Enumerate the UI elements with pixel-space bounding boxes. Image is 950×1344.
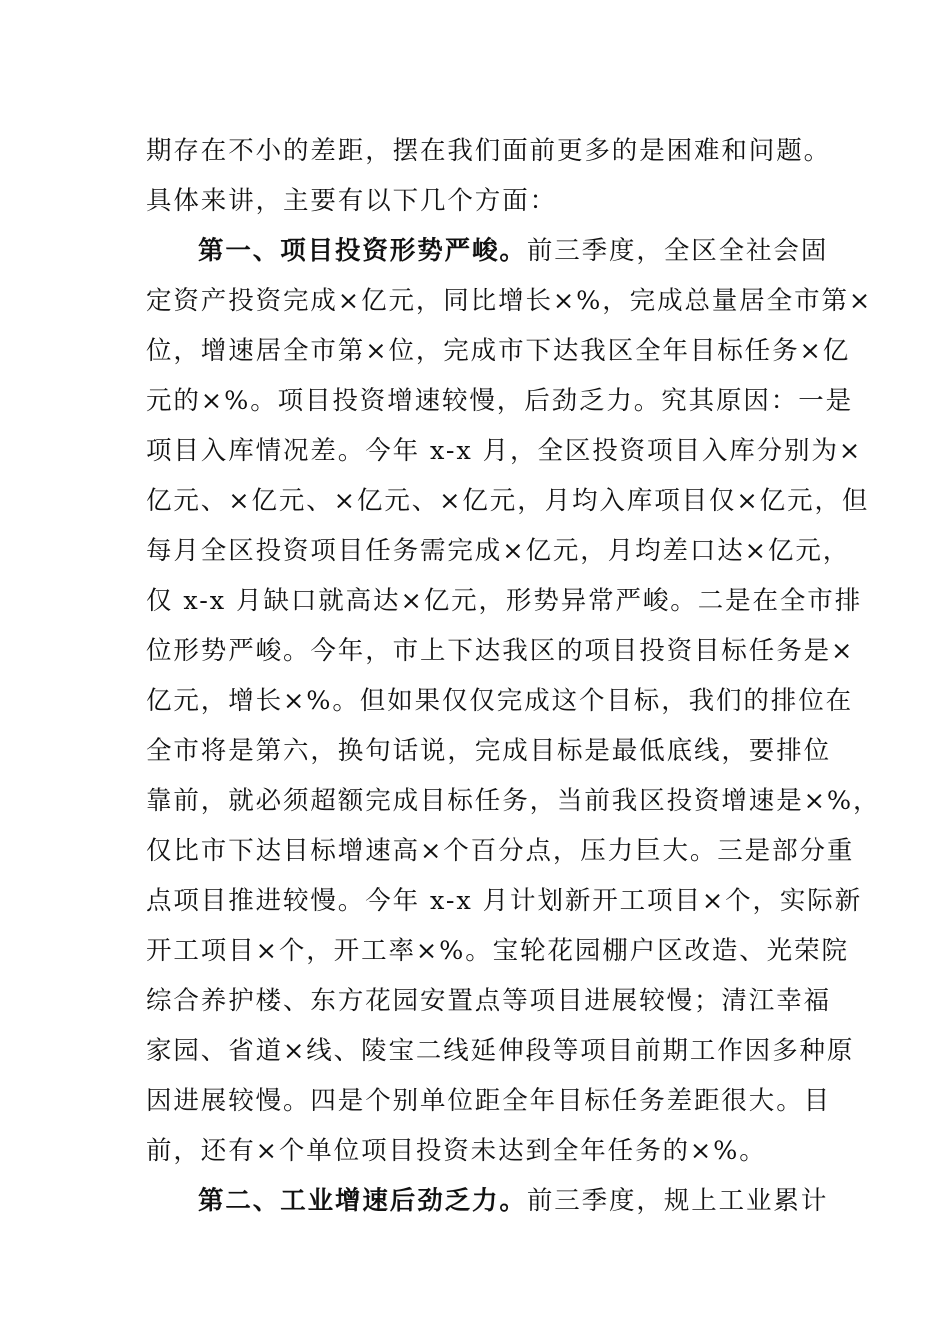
paragraph-line-6 — [146, 385, 853, 417]
section-two-heading: 第二、工业增速后劲乏力。 — [198, 1186, 527, 1216]
paragraph-line-9 — [146, 535, 850, 567]
paragraph-line-2 — [146, 185, 557, 217]
line-text: 仅 x-x 月缺口就高达×亿元，形势异常严峻。二是在全市排 — [146, 586, 863, 616]
line-text: 前，还有×个单位项目投资未达到全年任务的×%。 — [146, 1136, 767, 1166]
line-text: 具体来讲，主要有以下几个方面： — [146, 186, 558, 216]
paragraph-line-19 — [146, 1035, 854, 1067]
line-text: 点项目推进较慢。今年 x-x 月计划新开工项目×个，实际新 — [146, 886, 863, 916]
paragraph-line-20 — [146, 1085, 831, 1117]
line-text: 亿元、×亿元、×亿元、×亿元，月均入库项目仅×亿元，但 — [146, 486, 870, 516]
line-text: 前三季度，全区全社会固 — [526, 236, 829, 266]
paragraph-line-1 — [146, 135, 831, 167]
section-one-heading: 第一、项目投资形势严峻。 — [198, 236, 527, 266]
paragraph-line-21 — [146, 1135, 767, 1167]
line-text: 位，增速居全市第×位，完成市下达我区全年目标任务×亿 — [146, 336, 851, 366]
line-text: 前三季度，规上工业累计 — [526, 1186, 829, 1216]
paragraph-line-17 — [146, 935, 849, 967]
paragraph-line-7 — [146, 435, 862, 467]
paragraph-line-13 — [146, 735, 831, 767]
line-text: 项目入库情况差。今年 x-x 月，全区投资项目入库分别为× — [146, 436, 863, 466]
paragraph-line-5 — [146, 335, 850, 367]
paragraph-line-16 — [146, 885, 862, 917]
paragraph-line-11 — [146, 635, 854, 667]
line-text: 因进展较慢。四是个别单位距全年目标任务差距很大。目 — [146, 1086, 832, 1116]
paragraph-line-18 — [146, 985, 831, 1017]
line-text: 期存在不小的差距，摆在我们面前更多的是困难和问题。 — [146, 136, 832, 166]
line-text: 亿元，增长×%。但如果仅仅完成这个目标，我们的排位在 — [146, 686, 853, 716]
line-text: 综合养护楼、东方花园安置点等项目进展较慢；清江幸福 — [146, 986, 832, 1016]
section-two-heading-line — [198, 1185, 828, 1217]
line-text: 定资产投资完成×亿元，同比增长×%，完成总量居全市第× — [146, 286, 873, 316]
paragraph-line-12 — [146, 685, 853, 717]
paragraph-line-15 — [146, 835, 854, 867]
line-text: 靠前，就必须超额完成目标任务，当前我区投资增速是×%， — [146, 786, 881, 816]
line-text: 仅比市下达目标增速高×个百分点，压力巨大。三是部分重 — [146, 836, 855, 866]
line-text: 家园、省道×线、陵宝二线延伸段等项目前期工作因多种原 — [146, 1036, 855, 1066]
section-one-heading-line — [198, 235, 828, 267]
paragraph-line-14 — [146, 785, 880, 817]
line-text: 全市将是第六，换句话说，完成目标是最低底线，要排位 — [146, 736, 832, 766]
line-text: 每月全区投资项目任务需完成×亿元，月均差口达×亿元， — [146, 536, 851, 566]
line-text: 位形势严峻。今年，市上下达我区的项目投资目标任务是× — [146, 636, 855, 666]
paragraph-line-10 — [146, 585, 862, 617]
paragraph-line-4 — [146, 285, 872, 317]
paragraph-line-8 — [146, 485, 869, 517]
line-text: 元的×%。项目投资增速较慢，后劲乏力。究其原因：一是 — [146, 386, 853, 416]
line-text: 开工项目×个，开工率×%。宝轮花园棚户区改造、光荣院 — [146, 936, 849, 966]
